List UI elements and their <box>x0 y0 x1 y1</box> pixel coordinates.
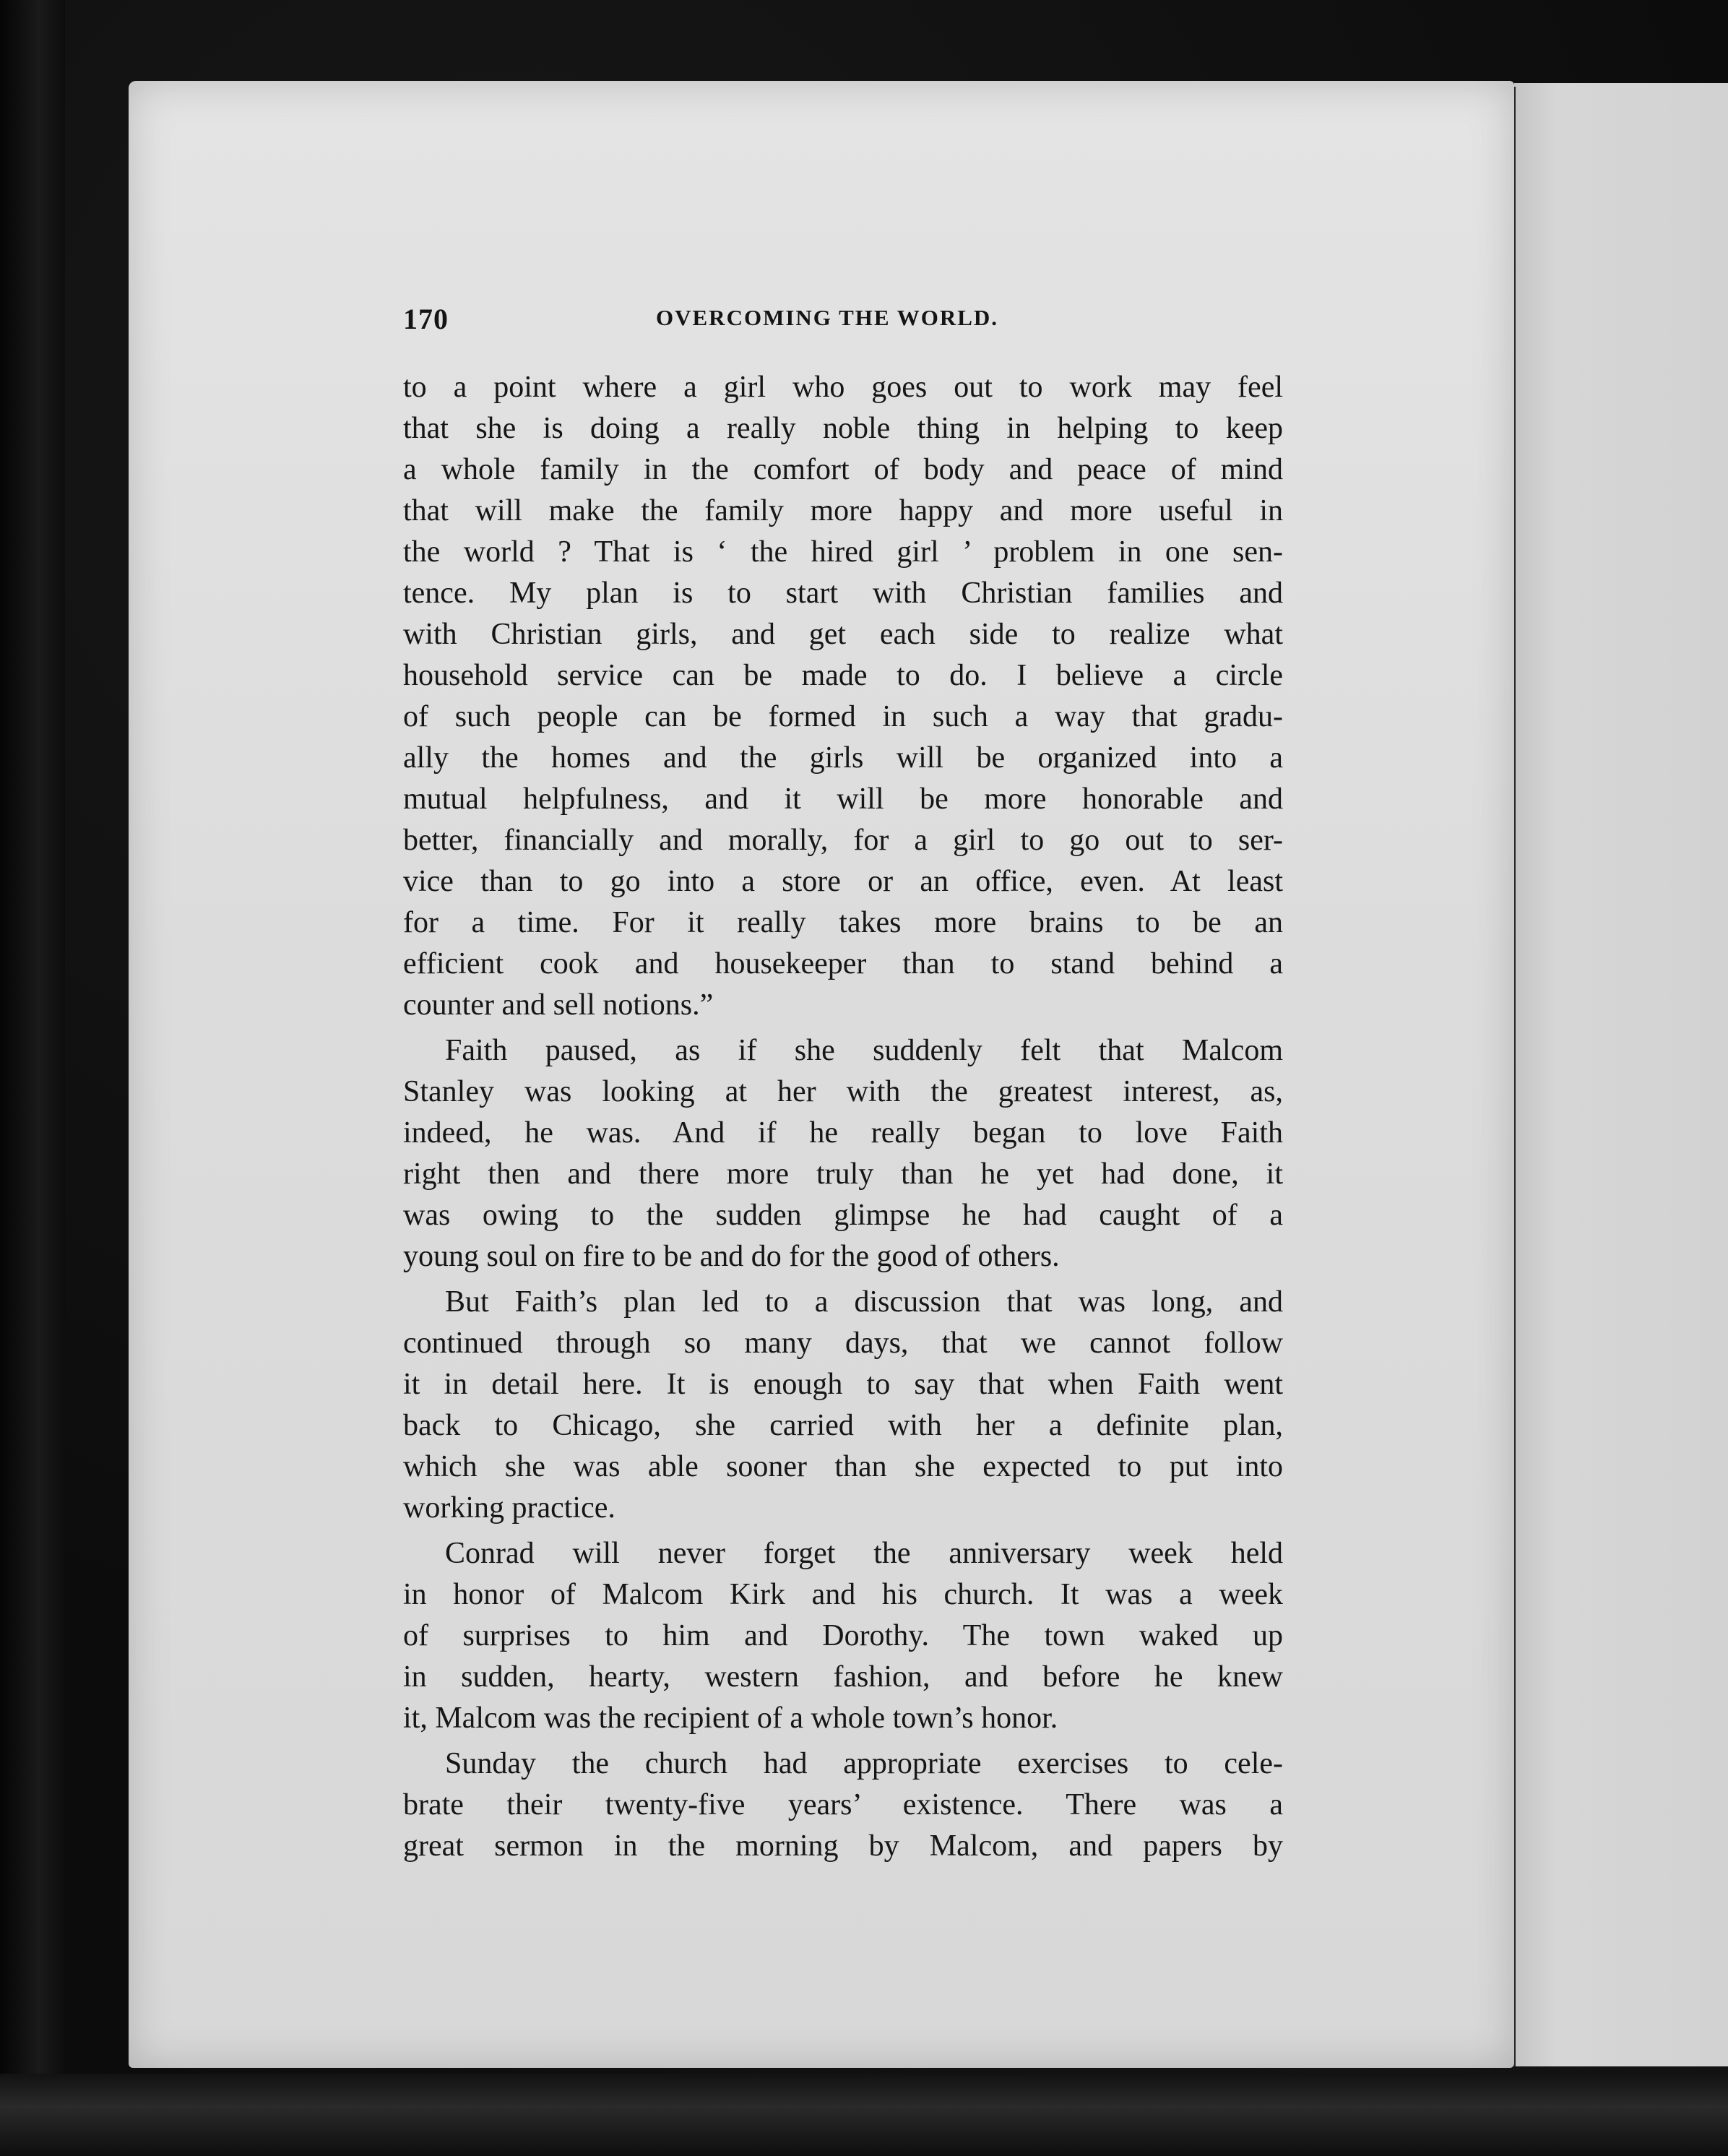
text-line: a whole family in the comfort of body and peace of mind <box>403 453 1283 486</box>
text-line: it, Malcom was the recipient of a whole town’s honor. <box>403 1702 1058 1735</box>
text-line: to a point where a girl who goes out to work may feel <box>403 371 1283 404</box>
text-line: young soul on fire to be and do for the good of others. <box>403 1240 1060 1273</box>
text-line: Stanley was looking at her with the greatest interest, as, <box>403 1075 1283 1108</box>
text-line: great sermon in the morning by Malcom, and papers by <box>403 1829 1283 1863</box>
text-line: vice than to go into a store or an office, even. At least <box>403 865 1283 898</box>
text-line: brate their twenty-five years’ existence. There was a <box>403 1788 1283 1821</box>
paragraph <box>403 367 1283 1026</box>
text-line: better, financially and morally, for a girl to go out to ser- <box>403 824 1283 857</box>
text-line: that will make the family more happy and more useful in <box>403 494 1283 527</box>
text-line: which she was able sooner than she expected to put into <box>403 1450 1283 1483</box>
paragraph <box>403 1282 1283 1529</box>
page-number: 170 <box>403 303 449 335</box>
page-header <box>403 302 1292 338</box>
scan-left-edge <box>0 0 65 2156</box>
text-line: working practice. <box>403 1491 615 1525</box>
paragraph <box>403 1533 1283 1739</box>
text-line: of surprises to him and Dorothy. The town waked up <box>403 1619 1283 1652</box>
text-line: in sudden, hearty, western fashion, and before he knew <box>403 1660 1283 1694</box>
text-line: mutual helpfulness, and it will be more honorable and <box>403 782 1283 816</box>
text-line: Conrad will never forget the anniversary week held <box>445 1537 1283 1570</box>
text-line: it in detail here. It is enough to say that when Faith went <box>403 1368 1283 1401</box>
text-line: efficient cook and housekeeper than to stand behind a <box>403 947 1283 980</box>
text-line: that she is doing a really noble thing in helping to keep <box>403 412 1283 445</box>
text-line: for a time. For it really takes more brains to be an <box>403 906 1283 939</box>
text-line: of such people can be formed in such a way that gradu- <box>403 700 1283 733</box>
text-line: with Christian girls, and get each side to realize what <box>403 618 1283 651</box>
text-line: back to Chicago, she carried with her a definite plan, <box>403 1409 1283 1442</box>
running-head: OVERCOMING THE WORLD. <box>656 305 999 330</box>
text-line: ally the homes and the girls will be organized into a <box>403 741 1283 775</box>
text-line: the world ? That is ‘ the hired girl ’ problem in one sen- <box>403 535 1283 569</box>
text-line: in honor of Malcom Kirk and his church. It was a week <box>403 1578 1283 1611</box>
facing-page-edge <box>1514 83 1728 2066</box>
text-line: household service can be made to do. I believe a circle <box>403 659 1283 692</box>
text-line: indeed, he was. And if he really began to love Faith <box>403 1116 1283 1150</box>
text-line: counter and sell notions.” <box>403 988 714 1022</box>
text-line: But Faith’s plan led to a discussion that was long, and <box>445 1285 1283 1319</box>
text-line: right then and there more truly than he yet had done, it <box>403 1157 1283 1191</box>
text-line: Faith paused, as if she suddenly felt that Malcom <box>445 1034 1283 1067</box>
text-line: was owing to the sudden glimpse he had caught of a <box>403 1199 1283 1232</box>
text-line: tence. My plan is to start with Christian families and <box>403 577 1283 610</box>
paragraph <box>403 1030 1283 1277</box>
paragraph <box>403 1743 1283 1867</box>
text-line: Sunday the church had appropriate exercises to cele- <box>445 1747 1283 1780</box>
body-text <box>403 367 1283 1867</box>
scan-bottom-edge <box>0 2074 1728 2156</box>
text-line: continued through so many days, that we cannot follow <box>403 1327 1283 1360</box>
